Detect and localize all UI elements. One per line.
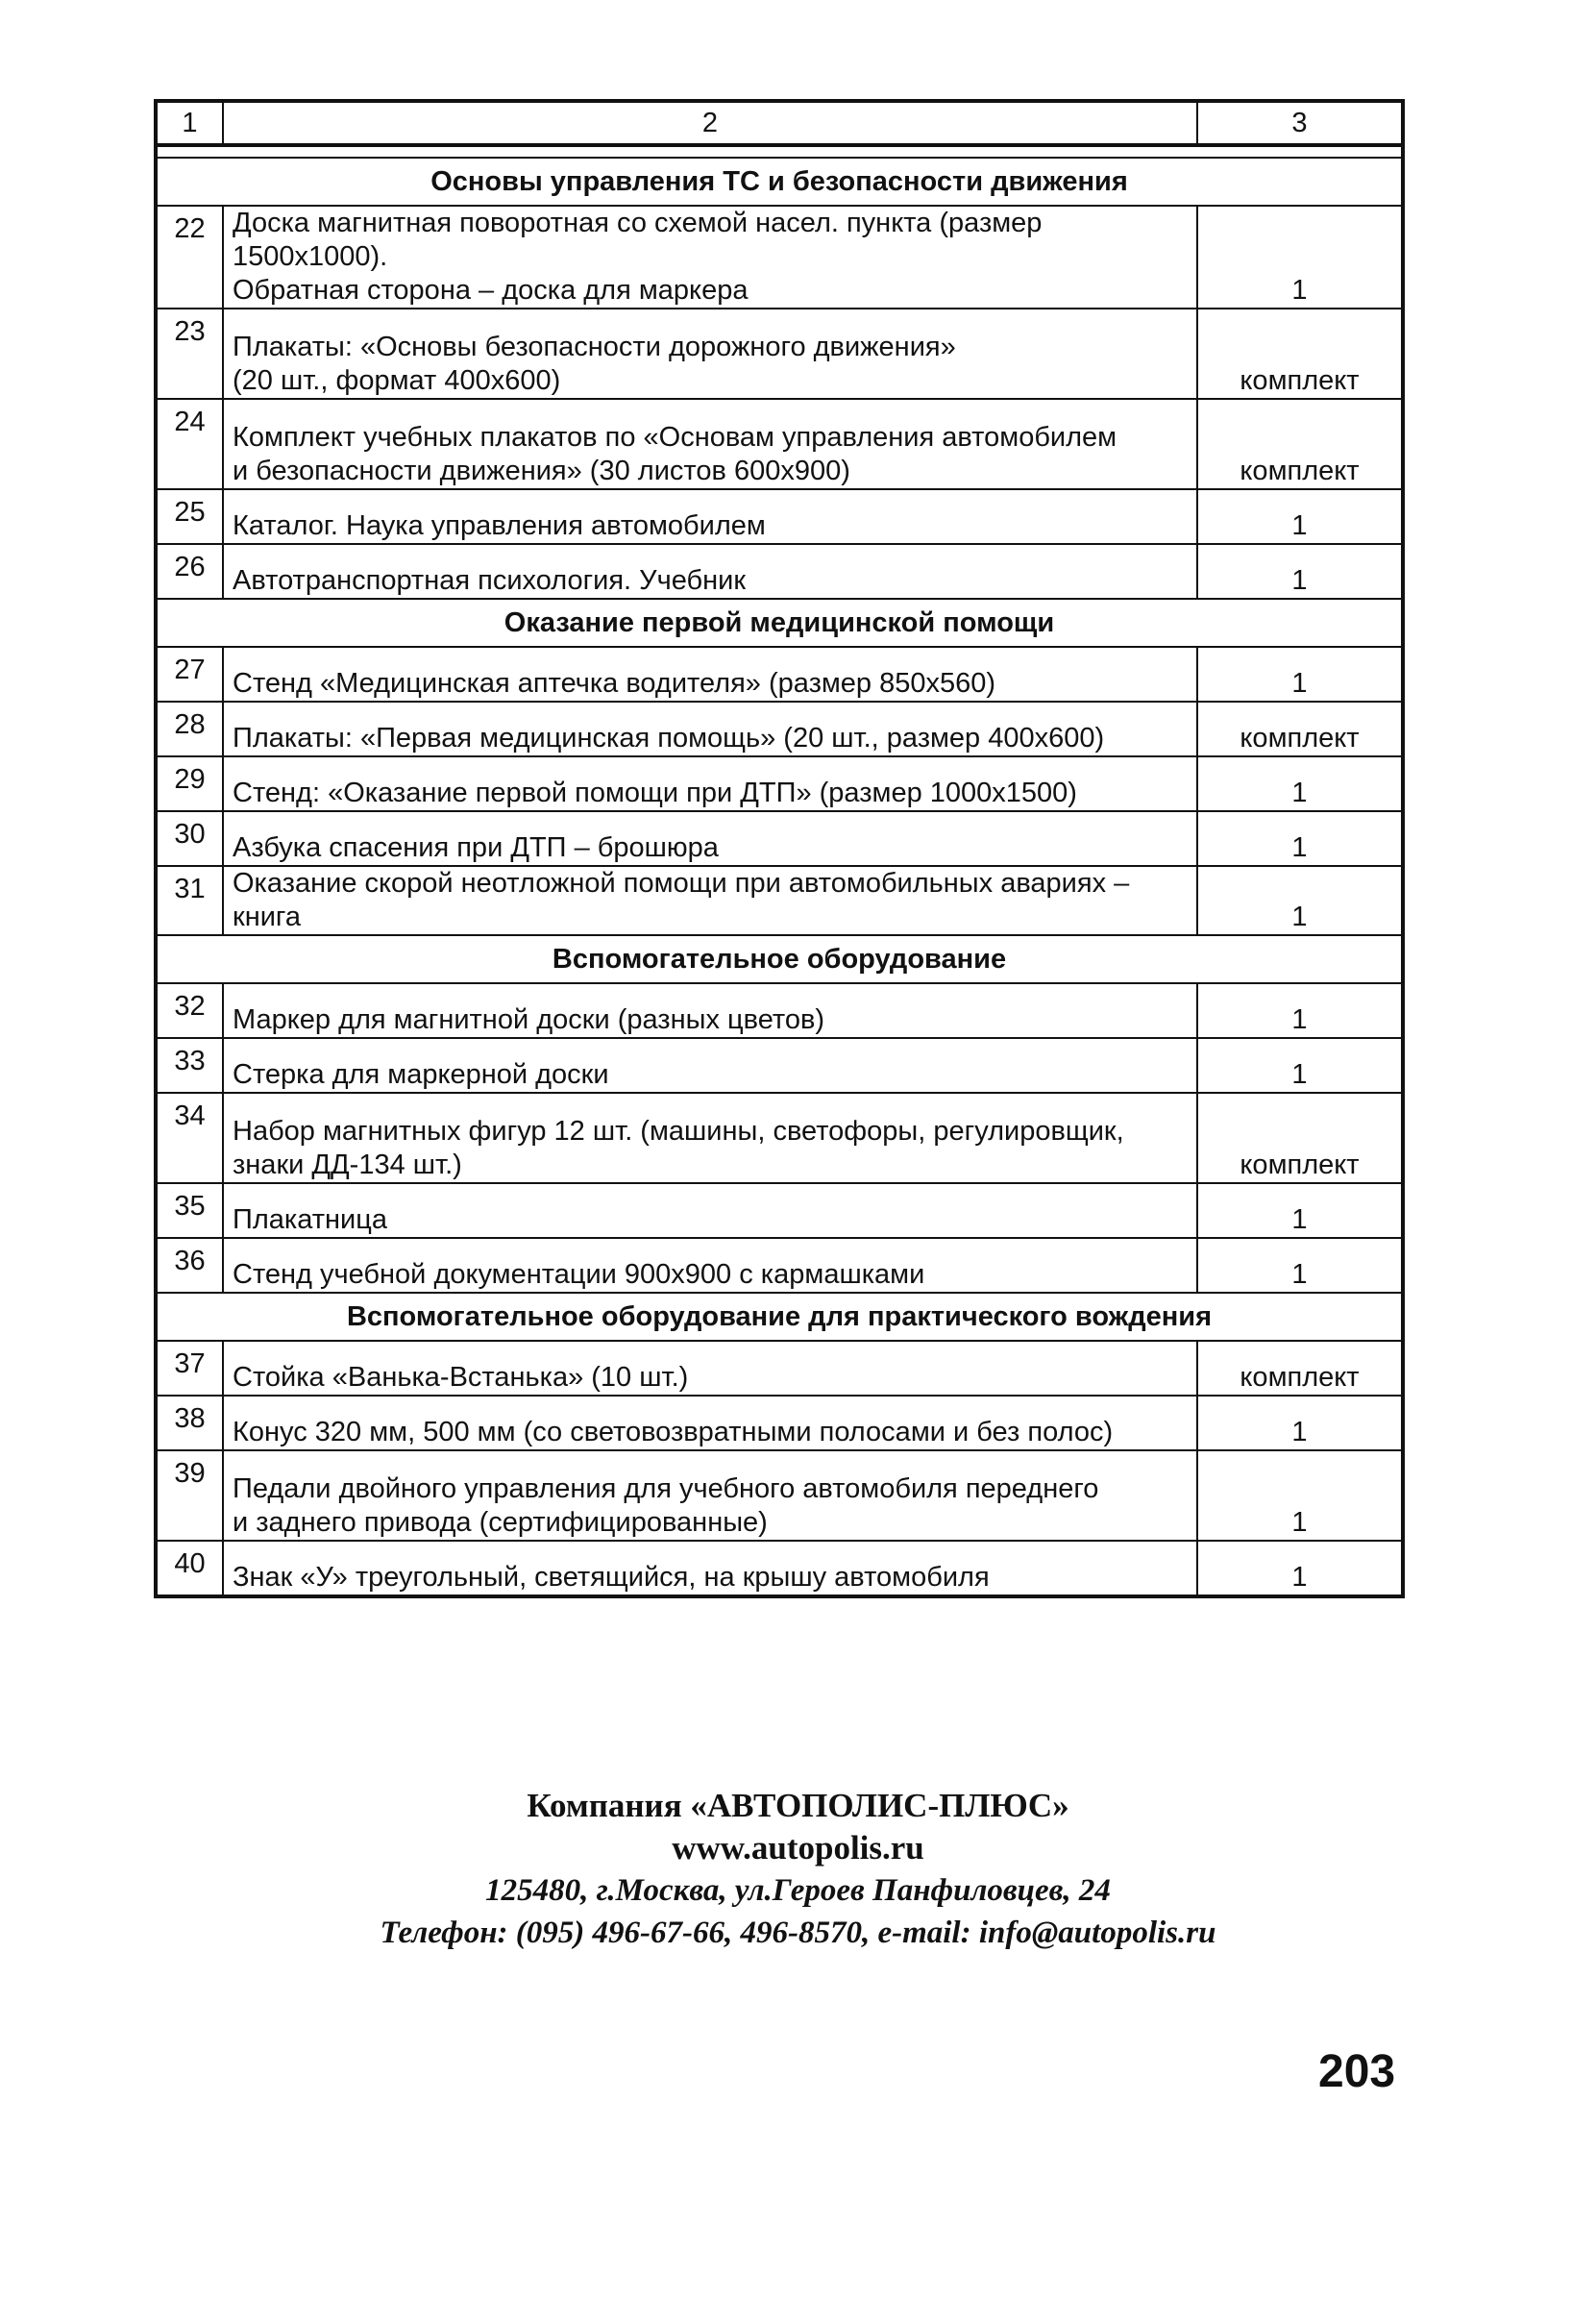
item-number: 24 [156, 399, 223, 489]
item-quantity: 1 [1197, 1396, 1403, 1450]
item-number: 31 [156, 866, 223, 935]
item-description [223, 1038, 1197, 1093]
table-row [156, 1341, 1403, 1396]
spacer-cell [156, 145, 1403, 158]
item-description-line: Конус 320 мм, 500 мм (со световозвратными полосами и без полос) [233, 1417, 1114, 1447]
item-description [223, 206, 1197, 309]
table-row [156, 1038, 1403, 1093]
item-description [223, 399, 1197, 489]
table-row [156, 1450, 1403, 1541]
item-description-line: Знак «У» треугольный, светящийся, на крышу автомобиля [233, 1562, 990, 1593]
item-quantity: 1 [1197, 1238, 1403, 1293]
item-description-line: Маркер для магнитной доски (разных цветов) [233, 1004, 825, 1035]
item-description [223, 1341, 1197, 1396]
company-contacts: Телефон: (095) 496-67-66, 496-8570, e-mail: info@autopolis.ru [380, 1916, 1216, 1950]
item-number: 34 [156, 1093, 223, 1183]
item-description-line: (20 шт., формат 400х600) [233, 365, 561, 396]
item-quantity: 1 [1197, 647, 1403, 702]
item-quantity: комплект [1197, 1093, 1403, 1183]
item-description [223, 866, 1197, 935]
table-row [156, 983, 1403, 1038]
item-quantity: 1 [1197, 866, 1403, 935]
item-number: 35 [156, 1183, 223, 1238]
item-quantity: 1 [1197, 544, 1403, 599]
item-number: 26 [156, 544, 223, 599]
item-description [223, 1396, 1197, 1450]
company-address: 125480, г.Москва, ул.Героев Панфиловцев, 24 [485, 1873, 1111, 1908]
table-row [156, 866, 1403, 935]
section-title: Оказание первой медицинской помощи [156, 599, 1403, 647]
item-quantity: 1 [1197, 1541, 1403, 1596]
company-website: www.autopolis.ru [672, 1829, 924, 1867]
item-description-line: Стерка для маркерной доски [233, 1059, 609, 1090]
item-description [223, 1541, 1197, 1596]
item-description-line: Плакаты: «Первая медицинская помощь» (20 шт., размер 400х600) [233, 723, 1105, 754]
item-number: 25 [156, 489, 223, 544]
item-description [223, 983, 1197, 1038]
item-quantity: 1 [1197, 983, 1403, 1038]
item-description-line: и безопасности движения» (30 листов 600х900) [233, 456, 850, 486]
section-title: Вспомогательное оборудование для практического вождения [156, 1293, 1403, 1341]
table-row [156, 702, 1403, 756]
item-description-line: Азбука спасения при ДТП – брошюра [233, 832, 719, 863]
item-description [223, 702, 1197, 756]
item-number: 39 [156, 1450, 223, 1541]
item-number: 33 [156, 1038, 223, 1093]
table-row [156, 756, 1403, 811]
item-number: 27 [156, 647, 223, 702]
item-description-line: Стенд учебной документации 900х900 с кармашками [233, 1259, 925, 1290]
item-quantity: 1 [1197, 489, 1403, 544]
item-number: 36 [156, 1238, 223, 1293]
item-description-line: Автотранспортная психология. Учебник [233, 565, 747, 596]
item-number: 22 [156, 206, 223, 309]
item-quantity: комплект [1197, 309, 1403, 399]
item-quantity: комплект [1197, 702, 1403, 756]
item-description-line: Доска магнитная поворотная со схемой насел. пункта (размер 1500х1000). [233, 208, 1043, 272]
item-quantity: комплект [1197, 1341, 1403, 1396]
section-title: Основы управления ТС и безопасности движения [156, 158, 1403, 206]
header-col-2: 2 [223, 101, 1197, 145]
item-description [223, 1450, 1197, 1541]
item-number: 40 [156, 1541, 223, 1596]
table-row [156, 309, 1403, 399]
table-spacer-row [156, 145, 1403, 158]
item-quantity: 1 [1197, 756, 1403, 811]
equipment-table [154, 99, 1405, 1598]
table-row [156, 489, 1403, 544]
item-description-line: и заднего привода (сертифицированные) [233, 1507, 768, 1538]
item-number: 38 [156, 1396, 223, 1450]
item-number: 23 [156, 309, 223, 399]
item-quantity: 1 [1197, 811, 1403, 866]
item-number: 30 [156, 811, 223, 866]
item-description-line: знаки ДД-134 шт.) [233, 1150, 462, 1180]
section-title: Вспомогательное оборудование [156, 935, 1403, 983]
item-description [223, 1238, 1197, 1293]
section-header-row [156, 935, 1403, 983]
item-description-line: Комплект учебных плакатов по «Основам управления автомобилем [233, 422, 1117, 453]
item-number: 32 [156, 983, 223, 1038]
item-description [223, 1093, 1197, 1183]
page-number: 203 [1318, 2046, 1396, 2097]
item-description-line: Каталог. Наука управления автомобилем [233, 510, 766, 541]
table-row [156, 811, 1403, 866]
item-number: 37 [156, 1341, 223, 1396]
header-col-1: 1 [156, 101, 223, 145]
item-description-line: Обратная сторона – доска для маркера [233, 275, 749, 306]
item-description-line: Набор магнитных фигур 12 шт. (машины, светофоры, регулировщик, [233, 1116, 1124, 1147]
item-description [223, 756, 1197, 811]
item-quantity: 1 [1197, 1038, 1403, 1093]
item-description-line: Оказание скорой неотложной помощи при автомобильных авариях – книга [233, 868, 1130, 932]
section-header-row [156, 158, 1403, 206]
item-description [223, 811, 1197, 866]
table-row [156, 647, 1403, 702]
item-quantity: 1 [1197, 1183, 1403, 1238]
header-col-3: 3 [1197, 101, 1403, 145]
company-block [0, 1785, 1596, 1869]
item-number: 29 [156, 756, 223, 811]
table-row [156, 1396, 1403, 1450]
section-header-row [156, 599, 1403, 647]
item-quantity: 1 [1197, 206, 1403, 309]
table-header-row [156, 101, 1403, 145]
item-description-line: Стойка «Ванька-Встанька» (10 шт.) [233, 1362, 689, 1393]
item-description-line: Стенд: «Оказание первой помощи при ДТП» (размер 1000х1500) [233, 778, 1077, 808]
item-description-line: Педали двойного управления для учебного автомобиля переднего [233, 1473, 1099, 1504]
item-description-line: Плакаты: «Основы безопасности дорожного движения» [233, 332, 956, 362]
table-row [156, 206, 1403, 309]
item-number: 28 [156, 702, 223, 756]
table-row [156, 399, 1403, 489]
section-header-row [156, 1293, 1403, 1341]
item-description [223, 489, 1197, 544]
table-row [156, 544, 1403, 599]
contact-block [0, 1869, 1596, 1954]
item-description [223, 647, 1197, 702]
item-description [223, 544, 1197, 599]
item-description [223, 309, 1197, 399]
item-quantity: 1 [1197, 1450, 1403, 1541]
table-row [156, 1238, 1403, 1293]
item-description-line: Плакатница [233, 1204, 387, 1235]
table-row [156, 1183, 1403, 1238]
item-quantity: комплект [1197, 399, 1403, 489]
table-row [156, 1541, 1403, 1596]
item-description [223, 1183, 1197, 1238]
company-name: Компания «АВТОПОЛИС-ПЛЮС» [527, 1787, 1069, 1824]
table-row [156, 1093, 1403, 1183]
item-description-line: Стенд «Медицинская аптечка водителя» (размер 850х560) [233, 668, 996, 699]
